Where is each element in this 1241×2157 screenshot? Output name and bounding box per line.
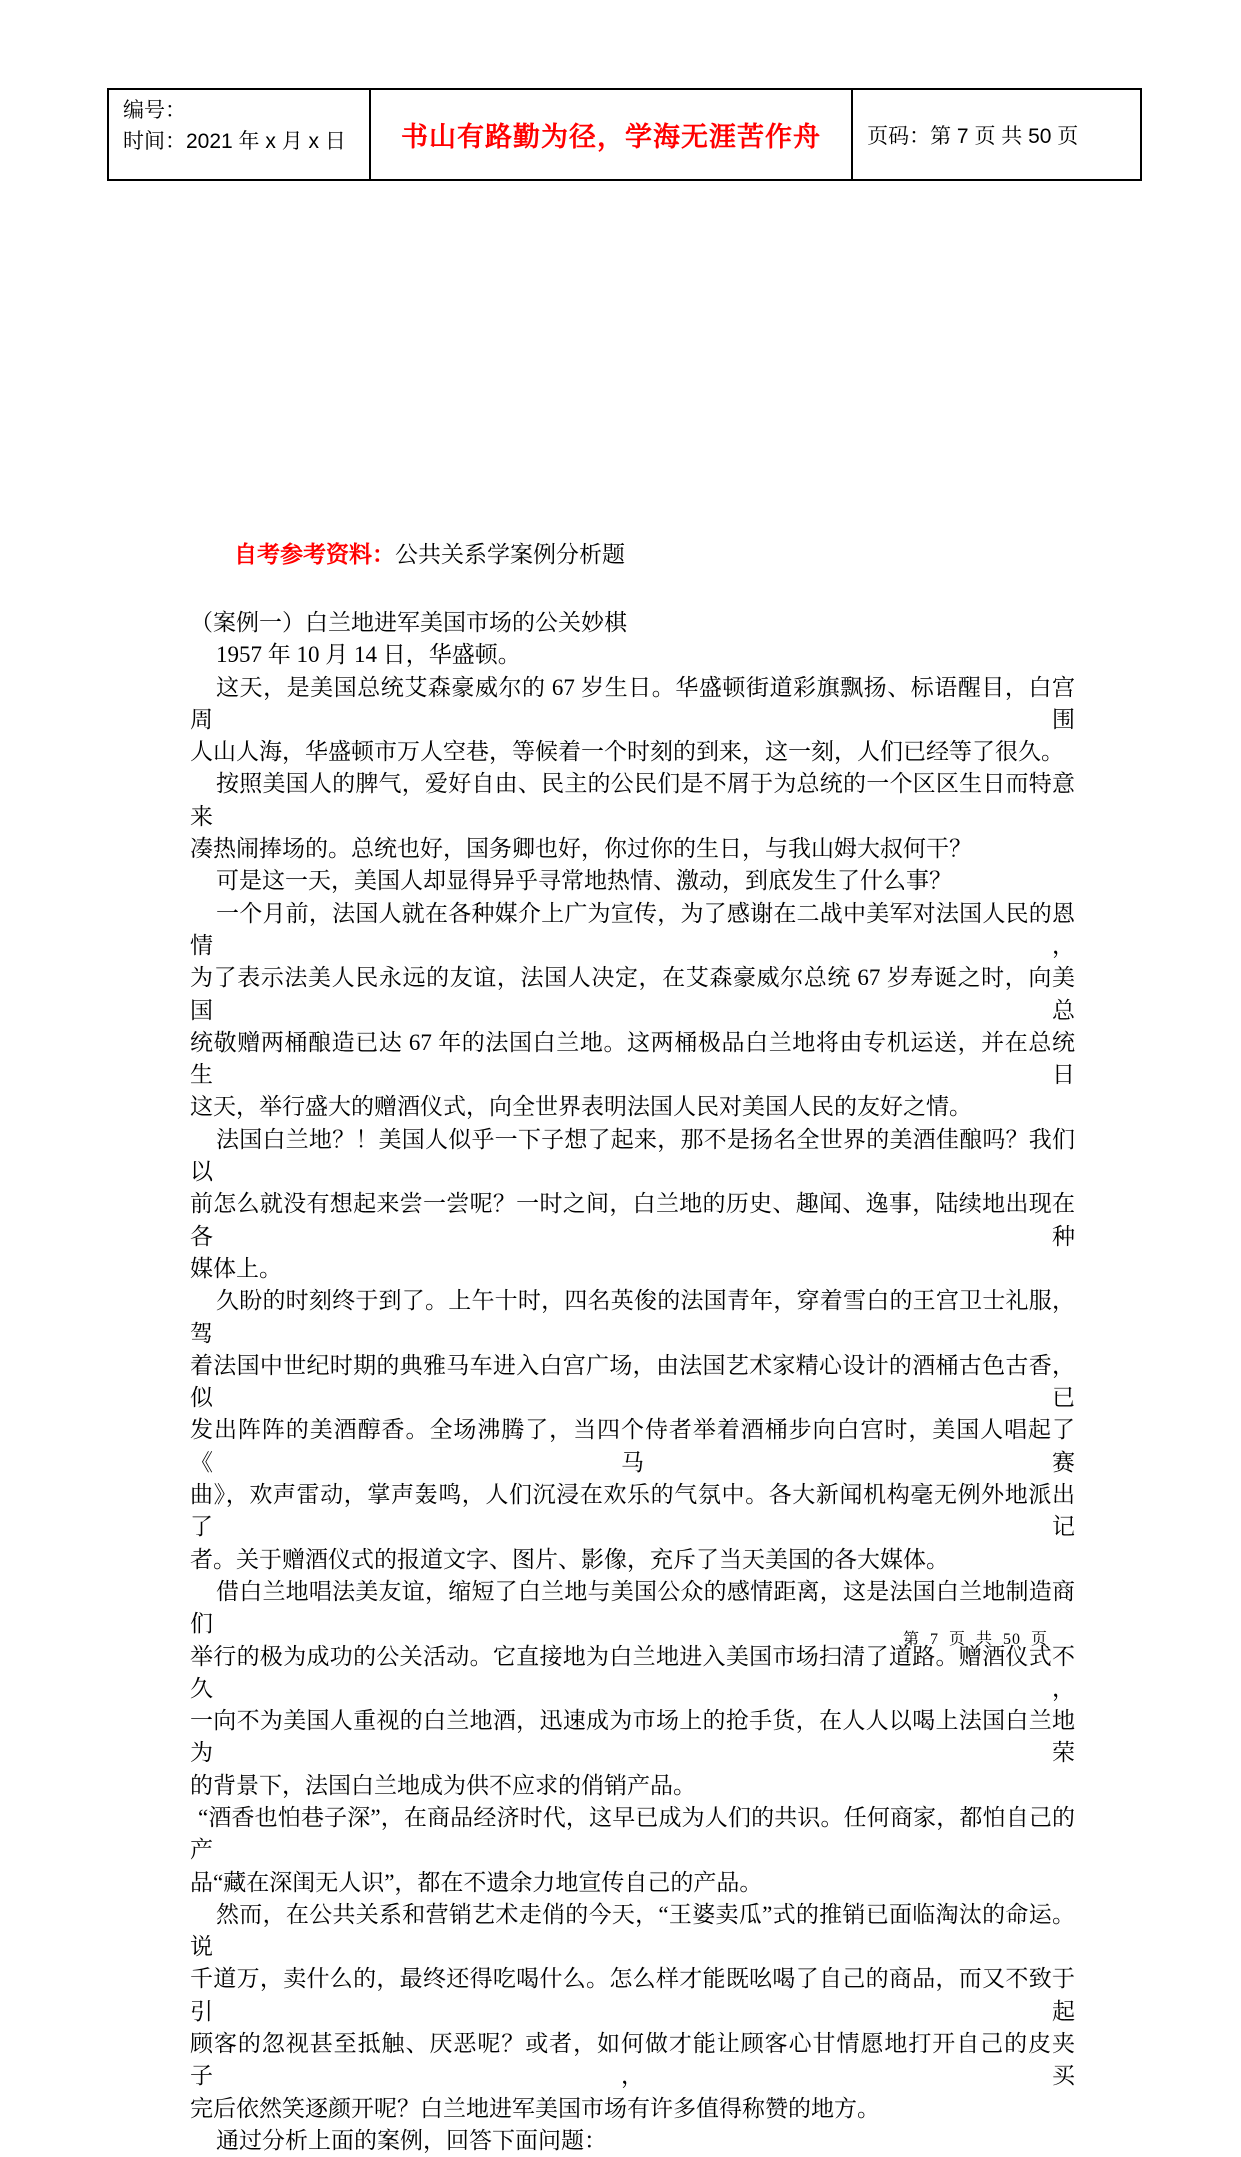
header-cell-number-time xyxy=(109,90,369,179)
text-line: 举行的极为成功的公关活动。它直接地为白兰地进入美国市场扫清了道路。赠酒仪式不久， xyxy=(190,1643,1075,1701)
header-time-label: 时间：2021 年 x 月 x 日 xyxy=(123,130,346,153)
header-cell-slogan xyxy=(369,90,853,179)
text-line: 统敬赠两桶酿造已达 67 年的法国白兰地。这两桶极品白兰地将由专机运送，并在总统生日 xyxy=(190,1029,1075,1088)
text-line: （案例一）白兰地进军美国市场的公关妙棋 xyxy=(190,610,627,635)
title-red-label: 自考参考资料： xyxy=(234,542,395,567)
text-line: “酒香也怕巷子深”，在商品经济时代，这早已成为人们的共识。任何商家，都怕自己的产 xyxy=(190,1804,1075,1863)
header-cell-page-info xyxy=(853,90,1140,179)
text-line: 法国白兰地？！美国人似乎一下子想了起来，那不是扬名全世界的美酒佳酿吗？我们以 xyxy=(190,1126,1075,1185)
text-line: 完后依然笑逐颜开呢？白兰地进军美国市场有许多值得称赞的地方。 xyxy=(190,2095,880,2121)
body-text xyxy=(190,607,1075,2157)
document-title xyxy=(190,540,1075,570)
text-line: 1957 年 10 月 14 日，华盛顿。 xyxy=(216,642,521,668)
text-line: 千道万，卖什么的，最终还得吃喝什么。怎么样才能既吆喝了自己的商品，而又不致于引起 xyxy=(190,1966,1075,2024)
text-line: 凑热闹捧场的。总统也好，国务卿也好，你过你的生日，与我山姆大叔何干？ xyxy=(190,836,972,862)
title-text: 公共关系学案例分析题 xyxy=(395,542,625,567)
header-table xyxy=(107,88,1142,181)
text-line: 可是这一天，美国人却显得异乎寻常地热情、激动，到底发生了什么事？ xyxy=(216,868,952,894)
text-line: 顾客的忽视甚至抵触、厌恶呢？或者，如何做才能让顾客心甘情愿地打开自己的皮夹子，买 xyxy=(190,2031,1075,2089)
text-line: 品“藏在深闺无人识”，都在不遗余力地宣传自己的产品。 xyxy=(190,1869,763,1895)
text-line: 通过分析上面的案例，回答下面问题： xyxy=(216,2127,607,2153)
text-line: 然而，在公共关系和营销艺术走俏的今天，“王婆卖瓜”式的推销已面临淘汰的命运。说 xyxy=(190,1901,1075,1960)
text-line: 媒体上。 xyxy=(190,1255,282,1281)
text-line: 这天，是美国总统艾森豪威尔的 67 岁生日。华盛顿街道彩旗飘扬、标语醒目，白宫周围 xyxy=(190,674,1075,732)
text-line: 借白兰地唱法美友谊，缩短了白兰地与美国公众的感情距离，这是法国白兰地制造商们 xyxy=(190,1578,1075,1637)
text-line: 为了表示法美人民永远的友谊，法国人决定，在艾森豪威尔总统 67 岁寿诞之时，向美国总 xyxy=(190,965,1075,1023)
header-number-label: 编号： xyxy=(123,99,186,122)
text-line: 曲》，欢声雷动，掌声轰鸣，人们沉浸在欢乐的气氛中。各大新闻机构毫无例外地派出了记 xyxy=(190,1482,1075,1540)
text-line: 这天，举行盛大的赠酒仪式，向全世界表明法国人民对美国人民的友好之情。 xyxy=(190,1094,972,1120)
header-page-info: 页码：第 7 页 共 50 页 xyxy=(867,124,1079,148)
text-line: 发出阵阵的美酒醇香。全场沸腾了，当四个侍者举着酒桶步向白宫时，美国人唱起了《马赛 xyxy=(190,1417,1075,1475)
text-line: 者。关于赠酒仪式的报道文字、图片、影像，充斥了当天美国的各大媒体。 xyxy=(190,1546,949,1572)
text-line: 的背景下，法国白兰地成为供不应求的俏销产品。 xyxy=(190,1772,696,1798)
header-slogan: 书山有路勤为径，学海无涯苦作舟 xyxy=(401,122,822,152)
text-line: 按照美国人的脾气，爱好自由、民主的公民们是不屑于为总统的一个区区生日而特意来 xyxy=(190,771,1075,829)
text-line: 一个月前，法国人就在各种媒介上广为宣传，为了感谢在二战中美军对法国人民的恩情， xyxy=(190,900,1075,958)
text-line: 人山人海，华盛顿市万人空巷，等候着一个时刻的到来，这一刻，人们已经等了很久。 xyxy=(190,739,1064,765)
text-line: 久盼的时刻终于到了。上午十时，四名英俊的法国青年，穿着雪白的王宫卫士礼服，驾 xyxy=(190,1288,1075,1346)
text-line: 一向不为美国人重视的白兰地酒，迅速成为市场上的抢手货，在人人以喝上法国白兰地为荣 xyxy=(190,1708,1075,1766)
text-line: 前怎么就没有想起来尝一尝呢？一时之间，白兰地的历史、趣闻、逸事，陆续地出现在各种 xyxy=(190,1191,1075,1249)
text-line: 着法国中世纪时期的典雅马车进入白宫广场，由法国艺术家精心设计的酒桶古色古香，似已 xyxy=(190,1352,1075,1411)
footer-page-number: 第 7 页 共 50 页 xyxy=(903,1631,1049,1648)
